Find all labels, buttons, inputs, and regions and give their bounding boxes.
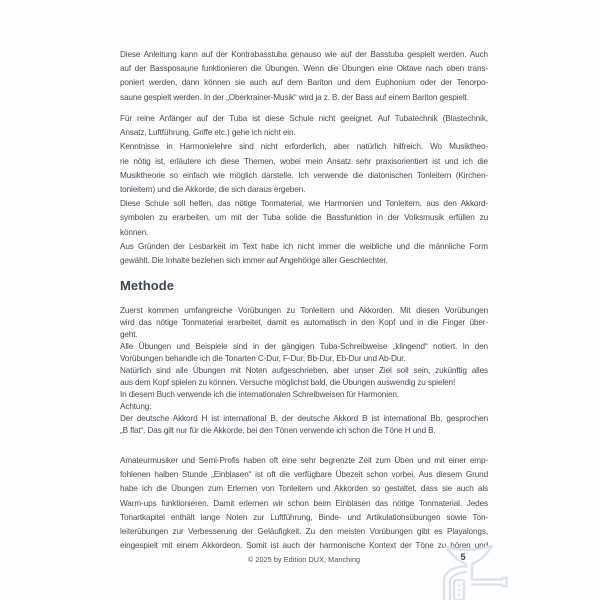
text-line: Aus Gründen der Lesbarkeit im Text habe ich nicht immer die weibliche und die männliche Form [120,241,488,251]
tuba-icon [440,544,514,600]
text-line: eingespielt mit einem Akkordeon. Somit ist auch der harmonische Kontext der Töne zu hören und [120,541,488,551]
text-line: Diese Anleitung kann auf der Kontrabasstuba genauso wie auf der Basstuba gespielt werden. Auch [120,50,488,59]
section-heading-methode: Methode [120,278,175,293]
text-line: Natürlich sind alle Übungen mit Noten aufgeschrieben, aber unser Ziel soll sein, zukünftig alles [120,366,488,375]
text-line: gewählt. Die Inhalte beziehen sich immer auf Angehörige aller Geschlechter. [120,255,388,265]
text-line: Tonartkapitel enthält lange Noten zur Luftführung, Binde- und Artikulationsübungen sowie Ton- [120,512,488,522]
text-line: Zuerst kommen umfangreiche Vorübungen zu Tonleitern und Akkorden. Mit diesen Vorübungen [120,306,488,315]
text-line: rie nötig ist, erläutere ich diese Themen, wobei mein Ansatz sehr praxisorientiert ist und ich die [120,156,488,166]
text-line: Ansatz, Luftführung, Griffe etc.) gehe ich nicht ein. [120,128,296,138]
text-line: auf der Bassposaune funktionieren die Übungen. Wenn die Übungen eine Oktave nach oben trans- [120,64,488,74]
text-line: leiterübungen zur Verbesserung der Geläufigkeit. Zu den meisten Vorübungen gibt es Playalongs, [120,526,488,536]
text-line: Warm-ups funktionieren. Damit erlernen wir schon beim Einblasen das nötige Tonmaterial. Jedes [120,498,488,508]
text-line: Amateurmusiker und Semi-Profis haben oft eine sehr begrenzte Zeit zum Üben und mit einer emp- [120,456,488,465]
text-line: „B flat“. Das gilt nur für die Akkorde, bei den Tönen verwende ich schon die Töne H und B. [120,426,436,435]
text-line: Der deutsche Akkord H ist international B, der deutsche Akkord B ist international Bb, gesprochen [120,414,488,423]
text-line: Diese Schule soll helfen, das nötige Tonmaterial, wie Harmonien und Tonleitern, aus den Akkord- [120,199,488,209]
intro-paragraph-block [120,48,488,105]
text-line: aus dem Kopf spielen zu können. Versuche möglichst bald, die Übungen auswendig zu spielen! [120,378,456,387]
text-line: symbolen zu erarbeiten, um mit der Tuba solide die Bassfunktion in der Volksmusik erfüllen zu [120,213,488,223]
introduction-notes-block [120,112,488,268]
text-line: wird das nötige Tonmaterial erarbeitet, damit es automatisch in den Kopf und in die Finger über- [120,318,488,327]
text-line: habe ich die Übungen zum Erlernen von Tonleitern und Akkorden so gestaltet, dass sie auch als [120,484,488,494]
methode-paragraph-block-2 [120,454,488,553]
text-line: Kenntnisse in Harmonielehre sind nicht erforderlich, aber natürlich hilfreich. Wo Musiktheo- [120,142,488,152]
text-line: können. [120,227,149,237]
text-line: tonleitern) und die Akkorde, die sich daraus ergeben. [120,184,306,194]
text-line: fohlenen halben Stunde „Einblasen“ ist oft die verfügbare Übezeit schon vorbei. Aus diesem Grund [120,470,488,480]
page-number: 5 [460,552,466,562]
text-line: In diesem Buch verwende ich die internationalen Schreibweisen für Harmonien. [120,390,399,399]
text-line: Alle Übungen und Beispiele sind in der gängigen Tuba-Schreibweise „klingend“ notiert. In den [120,342,488,351]
text-line: saune gespielt werden. In der „Oberkrainer-Musik“ wird ja z. B. der Bass auf einem Bariton gespielt. [120,92,469,102]
text-line: Achtung: [120,402,152,411]
text-line: poniert werden, dann können sie auch auf dem Bariton und dem Euphonium oder der Tenorpo- [120,78,488,88]
text-line: Vorübungen behandle ich die Tonarten C-Dur, F-Dur, Bb-Dur, Eb-Dur und Ab-Dur. [120,354,406,363]
text-line: geht. [120,330,138,339]
methode-paragraph-block-1 [120,305,488,437]
text-line: Für reine Anfänger auf der Tuba ist diese Schule nicht geeignet. Auf Tubatechnik (Blastechnik, [120,114,488,123]
copyright-notice: © 2025 by Edition DUX, Manching [247,555,361,564]
text-line: Musiktheorie so einfach wie möglich darstelle. Ich verwende die diatonischen Tonleitern (Kirchen- [120,170,488,180]
